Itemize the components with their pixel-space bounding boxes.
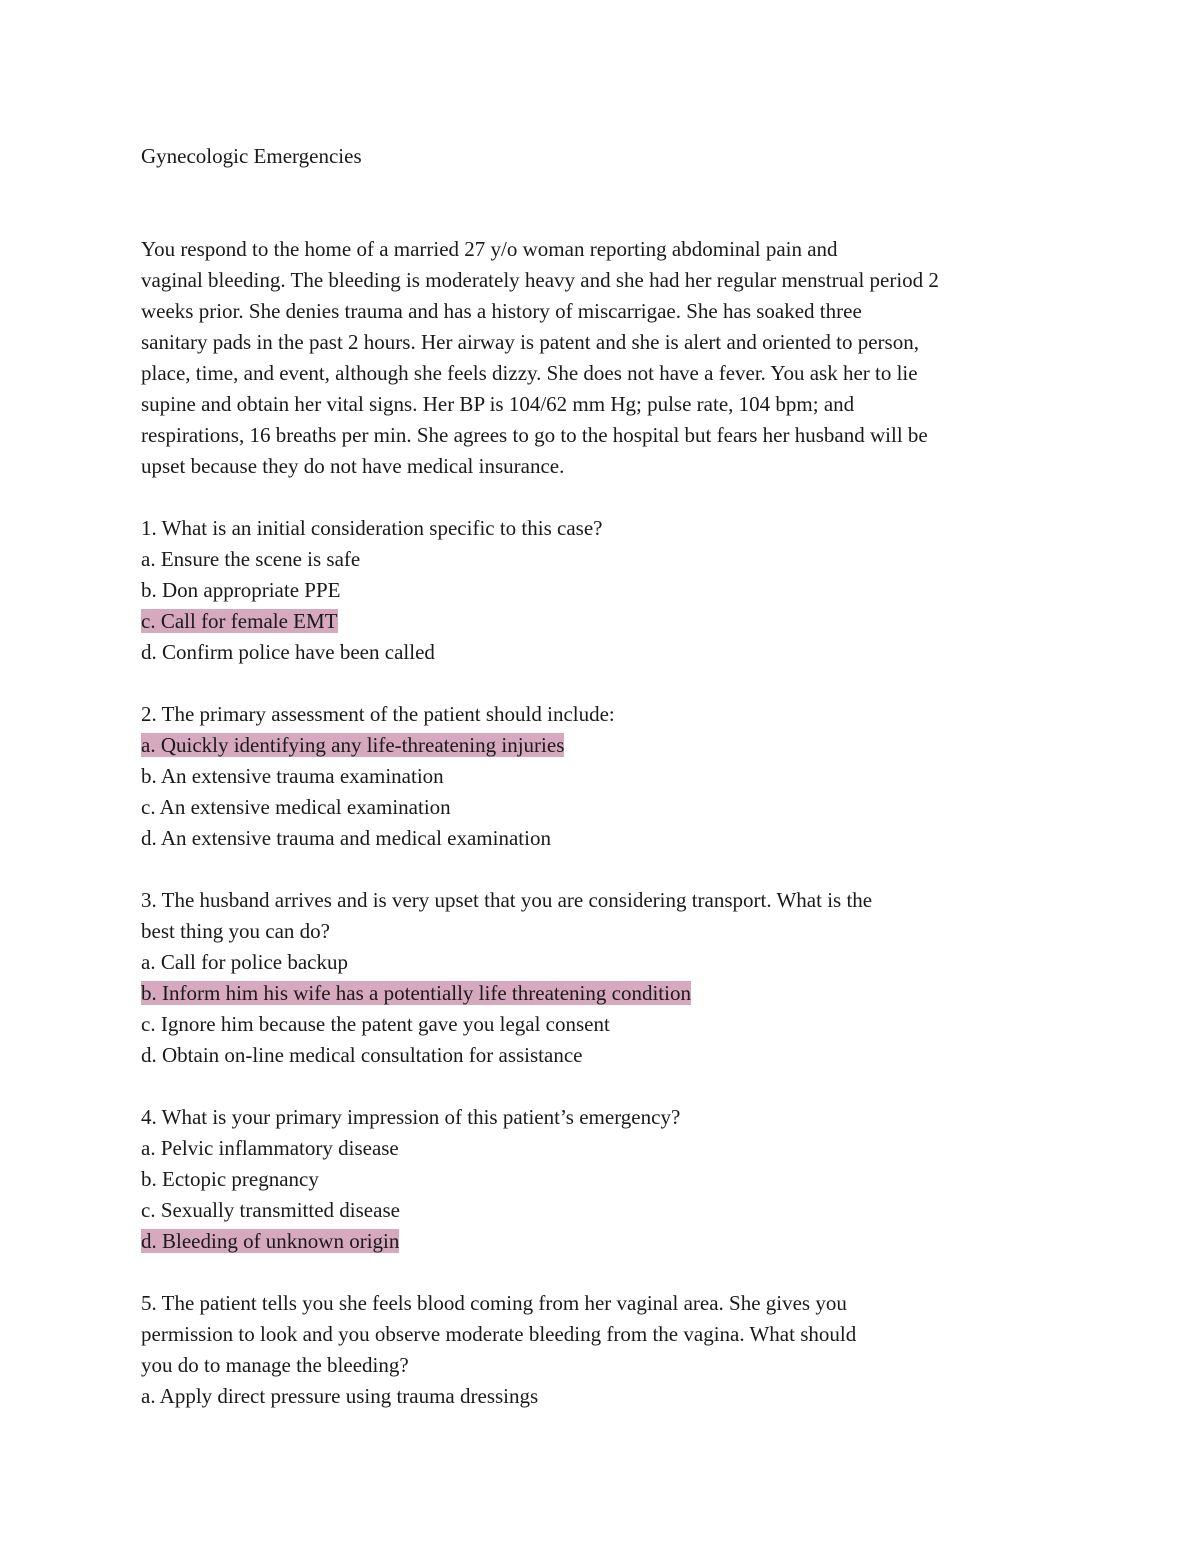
scenario-line: vaginal bleeding. The bleeding is moderately heavy and she had her regular menstrual period 2 bbox=[141, 268, 939, 292]
answer-option bbox=[141, 823, 1061, 854]
answer-option bbox=[141, 947, 1061, 978]
answer-option-text: b. An extensive trauma examination bbox=[141, 764, 444, 788]
answer-option bbox=[141, 1381, 1061, 1412]
document-title: Gynecologic Emergencies bbox=[141, 144, 362, 168]
question-text: best thing you can do? bbox=[141, 919, 330, 943]
answer-option bbox=[141, 1226, 1061, 1257]
question-block bbox=[141, 699, 1061, 854]
answer-option-text: d. Obtain on-line medical consultation for assistance bbox=[141, 1043, 583, 1067]
question-block bbox=[141, 513, 1061, 668]
question-text: permission to look and you observe moderate bleeding from the vagina. What should bbox=[141, 1322, 857, 1346]
answer-option-text: b. Ectopic pregnancy bbox=[141, 1167, 319, 1191]
question-block bbox=[141, 1102, 1061, 1257]
question-text: 1. What is an initial consideration specific to this case? bbox=[141, 516, 603, 540]
scenario-line: sanitary pads in the past 2 hours. Her airway is patent and she is alert and oriented to person, bbox=[141, 330, 919, 354]
answer-option-text: a. Pelvic inflammatory disease bbox=[141, 1136, 399, 1160]
scenario-paragraph bbox=[141, 234, 1061, 482]
answer-option-text: b. Don appropriate PPE bbox=[141, 578, 341, 602]
question-block bbox=[141, 885, 1061, 1071]
answer-option-text: d. Confirm police have been called bbox=[141, 640, 435, 664]
question-text: 5. The patient tells you she feels blood coming from her vaginal area. She gives you bbox=[141, 1291, 847, 1315]
answer-option bbox=[141, 792, 1061, 823]
answer-option-text: c. Ignore him because the patent gave you legal consent bbox=[141, 1012, 610, 1036]
question-text: 4. What is your primary impression of this patient’s emergency? bbox=[141, 1105, 681, 1129]
scenario-line: weeks prior. She denies trauma and has a history of miscarrigae. She has soaked three bbox=[141, 299, 862, 323]
answer-option bbox=[141, 544, 1061, 575]
scenario-line: upset because they do not have medical insurance. bbox=[141, 454, 565, 478]
answer-option bbox=[141, 978, 1061, 1009]
answer-option-text: a. Apply direct pressure using trauma dressings bbox=[141, 1384, 539, 1408]
document-body bbox=[141, 141, 1061, 1412]
answer-option-text: a. Call for police backup bbox=[141, 950, 349, 974]
answer-option-text: a. Ensure the scene is safe bbox=[141, 547, 361, 571]
question-block bbox=[141, 1288, 1061, 1412]
answer-option bbox=[141, 761, 1061, 792]
answer-option-text: c. An extensive medical examination bbox=[141, 795, 451, 819]
scenario-line: respirations, 16 breaths per min. She agrees to go to the hospital but fears her husband will be bbox=[141, 423, 928, 447]
answer-option-highlighted-text: c. Call for female EMT bbox=[141, 609, 338, 633]
answer-option-highlighted-text: a. Quickly identifying any life-threatening injuries bbox=[141, 733, 565, 757]
answer-option-highlighted-text: b. Inform him his wife has a potentially life threatening condition bbox=[141, 981, 691, 1005]
answer-option-text: c. Sexually transmitted disease bbox=[141, 1198, 400, 1222]
title-spacer bbox=[141, 172, 1061, 234]
answer-option bbox=[141, 730, 1061, 761]
answer-option bbox=[141, 1164, 1061, 1195]
scenario-line: supine and obtain her vital signs. Her BP is 104/62 mm Hg; pulse rate, 104 bpm; and bbox=[141, 392, 855, 416]
answer-option-highlighted-text: d. Bleeding of unknown origin bbox=[141, 1229, 400, 1253]
question-text: 3. The husband arrives and is very upset that you are considering transport. What is the bbox=[141, 888, 873, 912]
answer-option bbox=[141, 575, 1061, 606]
question-list bbox=[141, 513, 1061, 1412]
answer-option bbox=[141, 637, 1061, 668]
question-text: you do to manage the bleeding? bbox=[141, 1353, 409, 1377]
answer-option bbox=[141, 606, 1061, 637]
question-text: 2. The primary assessment of the patient should include: bbox=[141, 702, 615, 726]
answer-option bbox=[141, 1009, 1061, 1040]
scenario-line: You respond to the home of a married 27 y/o woman reporting abdominal pain and bbox=[141, 237, 838, 261]
answer-option-text: d. An extensive trauma and medical examination bbox=[141, 826, 551, 850]
scenario-line: place, time, and event, although she feels dizzy. She does not have a fever. You ask her to lie bbox=[141, 361, 918, 385]
answer-option bbox=[141, 1133, 1061, 1164]
answer-option bbox=[141, 1040, 1061, 1071]
answer-option bbox=[141, 1195, 1061, 1226]
